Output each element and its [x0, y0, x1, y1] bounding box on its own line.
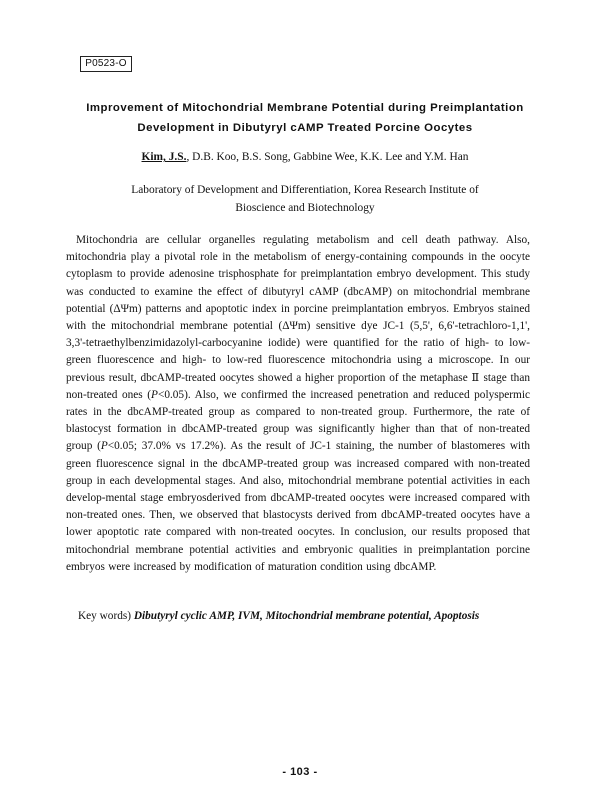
paper-title: [60, 98, 550, 138]
keywords: [78, 608, 538, 624]
presenting-author: Kim, J.S.: [141, 151, 187, 163]
author-list: [60, 149, 550, 165]
affiliation-line-2: Bioscience and Biotechnology: [235, 202, 375, 214]
affiliation-line-1: Laboratory of Development and Differentiation, Korea Research Institute of: [131, 184, 479, 196]
page-number: - 103 -: [282, 766, 318, 778]
abstract-body: Mitochondria are cellular organelles regulating metabolism and cell death pathway. Also, mitochondria play a pivotal role in the metabolism of energy-containing compounds in the oocyte cytoplasm to provide adenosine trisphosphate for preimplantation embryo development. This study was conducted to examine the effect of dibutyryl cAMP (dbcAMP) on mitochondrial membrane potential (ΔΨm) patterns and apoptotic index in porcine preimplantation embryos. Embryos stained with the mitochondrial membrane potential (ΔΨm) sensitive dye JC-1 (5,5', 6,6'-tetrachloro-1,1', 3,3'-tetraethylbenzimidazolyl-carbocyanine iodide) were quantified for the ratio of high- to low-green fluorescence and high- to low-red fluorescence mitochondria using a microscope. In our previous result, dbcAMP-treated oocytes showed a higher proportion of the metaphase Ⅱ stage than non-treated ones (P<0.05). Also, we confirmed the increased penetration and reduced polyspermic rates in the dbcAMP-treated group as compared to non-treated group. Furthermore, the rate of blastocyst formation in dbcAMP-treated group was significantly higher than that of non-treated group (P<0.05; 37.0% vs 17.2%). As the result of JC-1 staining, the number of blastomeres with green fluorescence signal in the dbcAMP-treated group was increased compared with non-treated group in each developmental stages. And also, mitochondrial membrane potential activities in each develop-mental stage embryosderived from dbcAMP-treated oocytes were increased compared with non-treated ones. Then, we observed that blastocysts derived from dbcAMP-treated oocytes have a lower apoptotic rate compared with non-treated oocytes. In conclusion, our results proposed that mitochondrial membrane potential activities and embryonic qualities in preimplantation porcine embryos were increased by modification of maturation condition using dbcAMP.: [66, 234, 530, 573]
abstract-code: P0523-O: [80, 56, 132, 72]
coauthors: , D.B. Koo, B.S. Song, Gabbine Wee, K.K. Lee and Y.M. Han: [186, 151, 469, 163]
title-line-2: Development in Dibutyryl cAMP Treated Porcine Oocytes: [137, 122, 473, 134]
keywords-label: Key words): [78, 610, 134, 622]
affiliation: [90, 181, 520, 217]
keywords-list: Dibutyryl cyclic AMP, IVM, Mitochondrial membrane potential, Apoptosis: [133, 610, 480, 622]
title-line-1: Improvement of Mitochondrial Membrane Potential during Preimplantation: [86, 102, 524, 114]
